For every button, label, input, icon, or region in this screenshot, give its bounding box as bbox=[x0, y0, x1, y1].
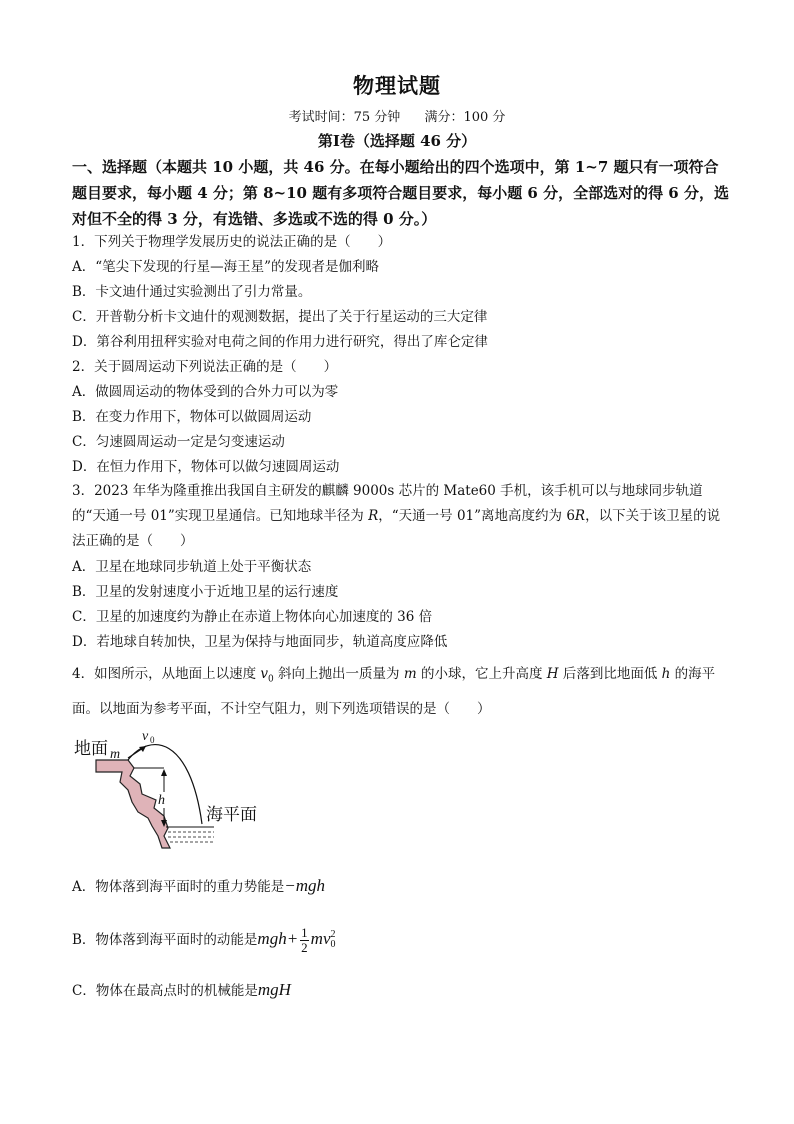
question-3-option-d: D．若地球自转加快，卫星为保持与地面同步，轨道高度应降低 bbox=[72, 634, 448, 650]
question-1-option-d: D．第谷利用扭秤实验对电荷之间的作用力进行研究，得出了库仑定律 bbox=[72, 334, 488, 350]
question-4-option-c: C．物体在最高点时的机械能是mgH bbox=[72, 980, 291, 999]
exam-score: 满分：100 分 bbox=[424, 110, 506, 125]
formula-c: mgH bbox=[257, 980, 291, 999]
question-2-option-a: A．做圆周运动的物体受到的合外力可以为零 bbox=[72, 384, 339, 400]
section-heading: 一、选择题（本题共 10 小题，共 46 分。在每小题给出的四个选项中，第 1~7 题只有一项符合题目要求，每小题 4 分；第 8~10 题有多项符合题目要求，每小题 6 分，全部选对的得 6 分，选对但不全的得 3 分，有选错、多选或不选的得 0 分。） bbox=[72, 158, 729, 228]
symbol-r: R bbox=[574, 508, 586, 524]
height-label: h bbox=[158, 793, 165, 808]
question-4-option-a: A．物体落到海平面时的重力势能是−mgh bbox=[72, 876, 325, 895]
question-2-option-d: D．在恒力作用下，物体可以做匀速圆周运动 bbox=[72, 459, 340, 475]
question-3-option-c: C．卫星的加速度约为静止在赤道上物体向心加速度的 36 倍 bbox=[72, 609, 433, 625]
question-2-option-c: C．匀速圆周运动一定是匀变速运动 bbox=[72, 434, 285, 450]
formula-b: mgh+ $\frac{1}{2}$ mv 2 0 bbox=[257, 924, 336, 955]
question-1-option-b: B．卡文迪什通过实验测出了引力常量。 bbox=[72, 284, 312, 300]
question-1-option-a: A．“笔尖下发现的行星—海王星”的发现者是伽利略 bbox=[72, 259, 380, 275]
question-1-stem: 1．下列关于物理学发展历史的说法正确的是（ ） bbox=[72, 234, 392, 250]
formula-a: −mgh bbox=[284, 876, 325, 895]
question-2-stem: 2．关于圆周运动下列说法正确的是（ ） bbox=[72, 359, 338, 375]
question-4-option-b: B．物体落到海平面时的动能是mgh+ $\frac{1}{2}$ mv 2 0 bbox=[72, 924, 336, 955]
question-3-option-a: A．卫星在地球同步轨道上处于平衡状态 bbox=[72, 559, 312, 575]
symbol-r: R bbox=[368, 508, 379, 524]
volume-heading: 第Ⅰ卷（选择题 46 分） bbox=[317, 132, 477, 150]
question-1-option-c: C．开普勒分析卡文迪什的观测数据，提出了关于行星运动的三大定律 bbox=[72, 309, 488, 325]
fraction: $\frac{1}{2}$ bbox=[301, 924, 308, 955]
mass-label: m bbox=[110, 747, 121, 762]
question-3-option-b: B．卫星的发射速度小于近地卫星的运行速度 bbox=[72, 584, 339, 600]
ground-label: 地面 bbox=[74, 739, 108, 759]
projectile-diagram bbox=[72, 728, 282, 854]
question-4-stem: 4．如图所示，从地面上以速度 $v_0$ 斜向上抛出一质量为 m 的小球，它上升高度 H 后落到比地面低 h 的海平面。以地面为参考平面，不计空气阻力，则下列选项错误的是（ ） bbox=[72, 666, 716, 717]
question-3-stem: 3．2023 年华为隆重推出我国自主研发的麒麟 9000s 芯片的 Mate60 手机，该手机可以与地球同步轨道的“天通一号 01”实现卫星通信。已知地球半径为 R，“天通一号 01”离地高度约为 6R，以下关于该卫星的说法正确的是（ ） bbox=[72, 483, 721, 549]
velocity-subscript: 0 bbox=[150, 735, 155, 745]
velocity-label: v bbox=[142, 729, 149, 744]
exam-meta bbox=[0, 106, 794, 125]
question-2-option-b: B．在变力作用下，物体可以做圆周运动 bbox=[72, 409, 312, 425]
page-title: 物理试题 bbox=[353, 73, 441, 98]
sea-level-label: 海平面 bbox=[206, 805, 257, 825]
exam-time: 考试时间：75 分钟 bbox=[288, 110, 401, 125]
